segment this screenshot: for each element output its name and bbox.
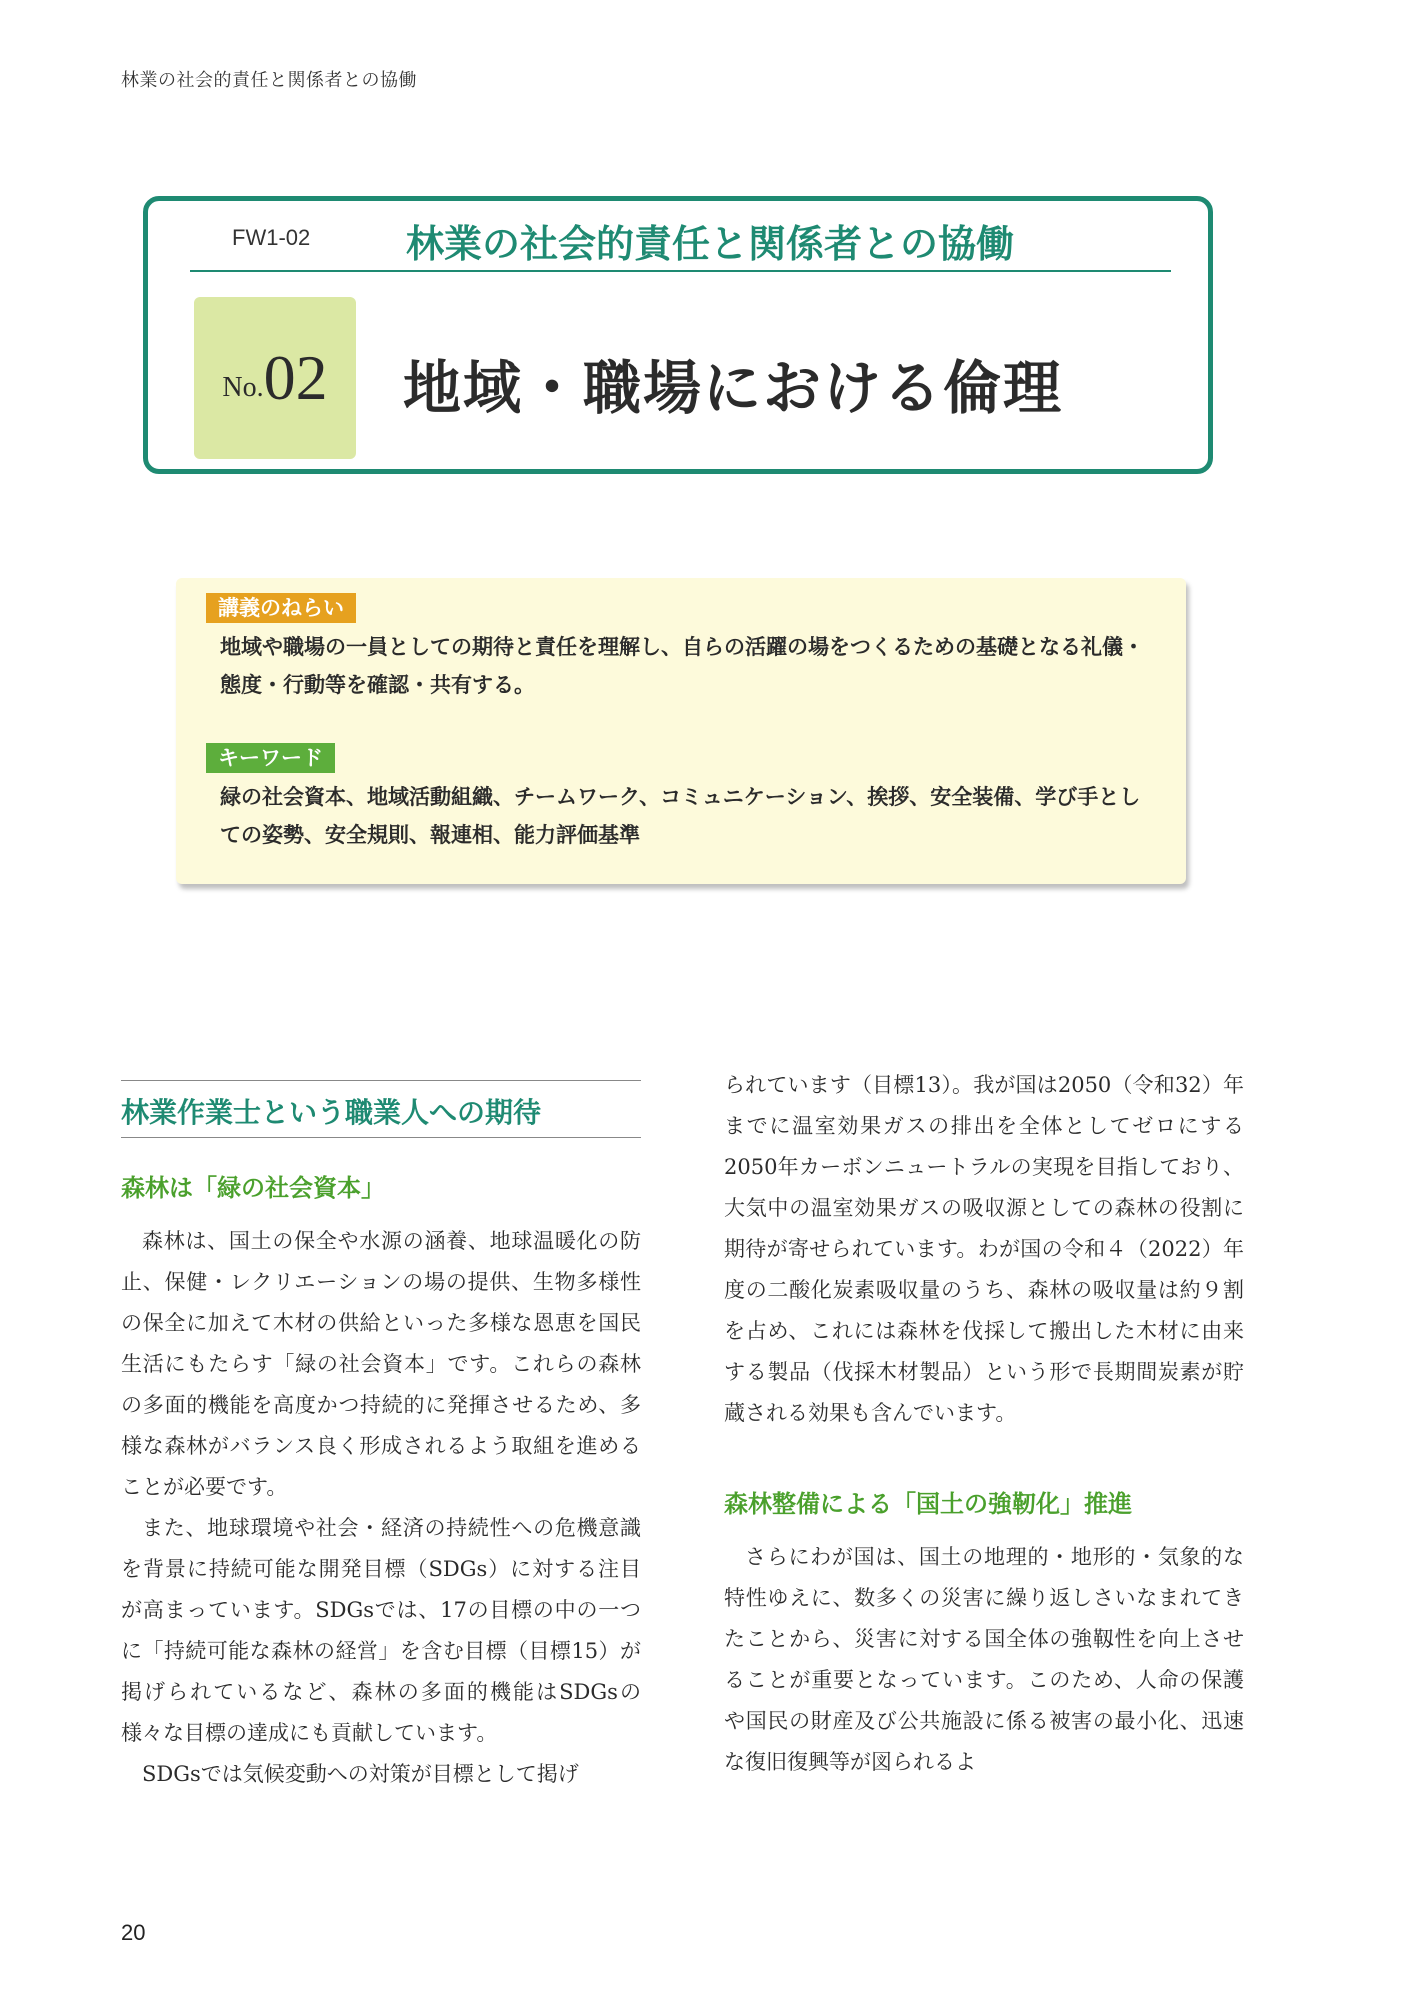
lecture-number-badge: [194, 297, 356, 459]
paragraph: また、地球環境や社会・経済の持続性への危機意識を背景に持続可能な開発目標（SDGs）に対する注目が高まっています。SDGsでは、17の目標の中の一つに「持続可能な森林の経営」を含む目標（目標15）が掲げられているなど、森林の多面的機能はSDGsの様々な目標の達成にも貢献しています。: [121, 1516, 641, 1745]
paragraph-continuation: られています（目標13）。我が国は2050（令和32）年までに温室効果ガスの排出を全体としてゼロにする2050年カーボンニュートラルの実現を目指しており、大気中の温室効果ガスの吸収源としての森林の役割に期待が寄せられています。わが国の令和４（2022）年度の二酸化炭素吸収量のうち、森林の吸収量は約９割を占め、これには森林を伐採して搬出した木材に由来する製品（伐採木材製品）という形で長期間炭素が貯蔵される効果も含んでいます。: [724, 1073, 1244, 1425]
title-box: [143, 196, 1213, 474]
title-divider: [190, 270, 1171, 272]
lecture-aims-box: [176, 578, 1186, 884]
left-column: [121, 1080, 641, 1795]
aim-text: 地域や職場の一員としての期待と責任を理解し、自らの活躍の場をつくるための基礎となる礼儀・態度・行動等を確認・共有する。: [220, 635, 1144, 697]
running-title: 林業の社会的責任と関係者との協働: [121, 70, 417, 91]
course-code: FW1-02: [232, 225, 311, 250]
paragraph: さらにわが国は、国土の地理的・地形的・気象的な特性ゆえに、数多くの災害に繰り返しさいなまれてきたことから、災害に対する国全体の強靱性を向上させることが重要となっています。このため、人命の保護や国民の財産及び公共施設に係る被害の最小化、迅速な復旧復興等が図られるよ: [724, 1545, 1244, 1774]
keyword-label: キーワード: [206, 743, 335, 773]
right-column: [724, 1065, 1244, 1783]
page-number: 20: [121, 1920, 146, 1945]
lecture-number: 02: [263, 342, 328, 413]
course-title: 林業の社会的責任と関係者との協働: [406, 222, 1015, 266]
aim-label: 講義のねらい: [206, 593, 356, 623]
keywords-text: 緑の社会資本、地域活動組織、チームワーク、コミュニケーション、挨拶、安全装備、学び手としての姿勢、安全規則、報連相、能力評価基準: [220, 785, 1141, 847]
paragraph: 森林は、国土の保全や水源の涵養、地球温暖化の防止、保健・レクリエーションの場の提供、生物多様性の保全に加えて木材の供給といった多様な恩恵を国民生活にもたらす「緑の社会資本」です。これらの森林の多面的機能を高度かつ持続的に発揮させるため、多様な森林がバランス良く形成されるよう取組を進めることが必要です。: [121, 1229, 641, 1499]
page-title: 地域・職場における倫理: [403, 354, 1064, 422]
section-heading: 林業作業士という職業人への期待: [121, 1080, 641, 1138]
sub-heading-resilience: 森林整備による「国土の強靭化」推進: [724, 1490, 1132, 1518]
sub-heading-green-capital: 森林は「緑の社会資本」: [121, 1174, 385, 1202]
paragraph: SDGsでは気候変動への対策が目標として掲げ: [142, 1762, 579, 1786]
lecture-number-prefix: No.: [222, 372, 264, 403]
